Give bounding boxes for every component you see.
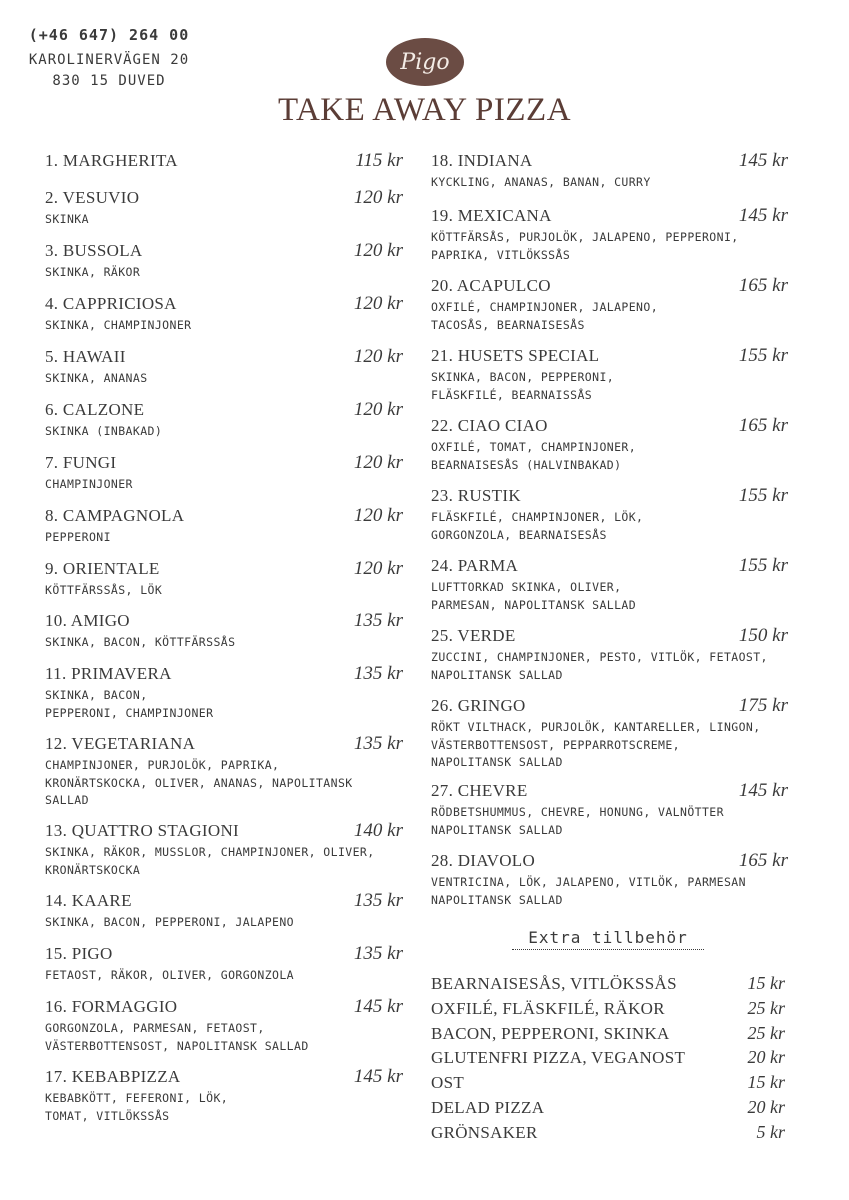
menu-item-header (431, 485, 788, 507)
menu-item-header (45, 150, 403, 172)
menu-item (431, 850, 788, 909)
ingredient-line: KÖTTFÄRSSÅS, LÖK (45, 583, 163, 597)
menu-item-ingredients (45, 844, 403, 879)
menu-item-price: 145 kr (738, 205, 788, 226)
menu-item-price: 165 kr (738, 275, 788, 296)
extras-title: Extra tillbehör (512, 928, 704, 950)
menu-item-name: 18. INDIANA (431, 151, 533, 170)
menu-item-price: 165 kr (738, 415, 788, 436)
ingredient-line: KÖTTFÄRSÅS, PURJOLÖK, JALAPENO, PEPPERONI, (431, 230, 739, 244)
menu-item (431, 415, 788, 474)
menu-item-header (45, 610, 403, 632)
menu-item-header (45, 187, 403, 209)
menu-item-price: 120 kr (353, 399, 403, 420)
ingredient-line: KRONÄRTSKOCKA (45, 862, 141, 877)
menu-item-name: 19. MEXICANA (431, 206, 552, 225)
menu-item-price: 135 kr (353, 610, 403, 631)
ingredient-line: OXFILÉ, CHAMPINJONER, JALAPENO, (431, 300, 659, 314)
menu-item-name: 13. QUATTRO STAGIONI (45, 821, 239, 840)
menu-item-header (45, 890, 403, 912)
menu-item-price: 165 kr (738, 850, 788, 871)
menu-item-name: 14. KAARE (45, 891, 132, 910)
extra-item-name: BEARNAISESÅS, VITLÖKSSÅS (431, 974, 677, 993)
ingredient-line: RÖDBETSHUMMUS, CHEVRE, HONUNG, VALNÖTTER (431, 805, 724, 819)
ingredient-line: SKINKA, BACON, (45, 688, 148, 702)
ingredient-line: SKINKA, RÄKOR, MUSSLOR, CHAMPINJONER, OLIVER, (45, 845, 375, 859)
menu-item-name: 7. FUNGI (45, 453, 117, 472)
ingredient-line: SALLAD (45, 793, 89, 807)
menu-item-name: 16. FORMAGGIO (45, 997, 178, 1016)
menu-item-header (431, 555, 788, 577)
ingredient-line: RÖKT VILTHACK, PURJOLÖK, KANTARELLER, LINGON, (431, 720, 761, 734)
pigo-logo: Pigo (386, 38, 464, 86)
ingredient-line: TACOSÅS, BEARNAISESÅS (431, 317, 585, 332)
menu-item-header (45, 1066, 403, 1088)
menu-item-ingredients (431, 719, 788, 772)
menu-item-header (45, 733, 403, 755)
menu-item-header (431, 345, 788, 367)
extra-item-price: 15 kr (747, 1072, 785, 1093)
ingredient-line: KEBABKÖTT, FEFERONI, LÖK, (45, 1091, 229, 1105)
city-address: 830 15 DUVED (52, 73, 166, 89)
menu-item-header (431, 695, 788, 717)
menu-item (45, 150, 403, 172)
ingredient-line: PARMESAN, NAPOLITANSK SALLAD (431, 597, 637, 612)
ingredient-line: NAPOLITANSK SALLAD (431, 892, 563, 907)
menu-item-ingredients (431, 804, 788, 839)
ingredient-line: SKINKA, ANANAS (45, 371, 148, 385)
menu-item (45, 996, 403, 1055)
menu-item-name: 8. CAMPAGNOLA (45, 506, 185, 525)
menu-item-name: 6. CALZONE (45, 400, 145, 419)
menu-item-price: 115 kr (355, 150, 403, 171)
phone-number[interactable]: (+46 647) 264 00 (28, 26, 190, 44)
menu-item-price: 135 kr (353, 663, 403, 684)
menu-item-name: 20. ACAPULCO (431, 276, 551, 295)
contact-block (18, 26, 200, 92)
menu-item (431, 695, 788, 772)
ingredient-line: SKINKA, BACON, KÖTTFÄRSSÅS (45, 635, 236, 649)
menu-item-name: 25. VERDE (431, 626, 516, 645)
menu-item-name: 3. BUSSOLA (45, 241, 143, 260)
ingredient-line: FETAOST, RÄKOR, OLIVER, GORGONZOLA (45, 968, 295, 982)
ingredient-line: GORGONZOLA, PARMESAN, FETAOST, (45, 1021, 265, 1035)
menu-item-header (45, 346, 403, 368)
extra-item-price: 20 kr (747, 1097, 785, 1117)
menu-item (431, 275, 788, 334)
ingredient-line: KRONÄRTSKOCKA, OLIVER, ANANAS, NAPOLITANSK (45, 775, 353, 790)
ingredient-line: NAPOLITANSK SALLAD (431, 667, 563, 682)
extra-item (431, 998, 785, 1019)
menu-item-name: 2. VESUVIO (45, 188, 140, 207)
menu-item (45, 505, 403, 547)
ingredient-line: FLÄSKFILÉ, CHAMPINJONER, LÖK, (431, 510, 644, 524)
menu-item-header (45, 240, 403, 262)
menu-item-ingredients (431, 229, 788, 264)
menu-item-name: 23. RUSTIK (431, 486, 521, 505)
menu-item (45, 452, 403, 494)
menu-item (45, 820, 403, 879)
menu-item-ingredients (431, 874, 788, 909)
ingredient-line: FLÄSKFILÉ, BEARNAISSÅS (431, 387, 593, 402)
menu-item-header (45, 996, 403, 1018)
menu-item (45, 1066, 403, 1125)
menu-item-price: 135 kr (353, 943, 403, 964)
menu-item-header (45, 820, 403, 842)
extra-item-name: BACON, PEPPERONI, SKINKA (431, 1023, 670, 1043)
ingredient-line: ZUCCINI, CHAMPINJONER, PESTO, VITLÖK, FETAOST, (431, 650, 768, 664)
menu-item-ingredients (45, 1090, 403, 1125)
ingredient-line: NAPOLITANSK SALLAD (431, 822, 563, 837)
menu-item-ingredients (45, 476, 403, 494)
extra-item-name: DELAD PIZZA (431, 1098, 545, 1117)
menu-item-ingredients (45, 529, 403, 547)
menu-item-ingredients (431, 299, 788, 334)
ingredient-line: NAPOLITANSK SALLAD (431, 755, 563, 769)
menu-item-name: 21. HUSETS SPECIAL (431, 346, 600, 365)
ingredient-line: SKINKA, CHAMPINJONER (45, 318, 192, 332)
menu-item-price: 120 kr (353, 452, 403, 473)
ingredient-line: BEARNAISESÅS (HALVINBAKAD) (431, 457, 622, 472)
menu-item-name: 12. VEGETARIANA (45, 734, 196, 753)
menu-item-name: 22. CIAO CIAO (431, 416, 548, 435)
menu-item-header (431, 780, 788, 802)
menu-item-price: 120 kr (353, 505, 403, 526)
ingredient-line: PEPPERONI, CHAMPINJONER (45, 705, 214, 720)
menu-item-name: 9. ORIENTALE (45, 559, 160, 578)
menu-item-ingredients (45, 914, 403, 932)
menu-item-header (431, 850, 788, 872)
menu-item-ingredients (45, 634, 403, 652)
menu-item (431, 625, 788, 684)
menu-item-header (45, 558, 403, 580)
menu-item-header (431, 275, 788, 297)
menu-item (45, 558, 403, 600)
menu-item (45, 943, 403, 985)
menu-item-header (45, 663, 403, 685)
menu-item-header (45, 452, 403, 474)
extra-item-price: 15 kr (747, 973, 785, 993)
ingredient-line: VENTRICINA, LÖK, JALAPENO, VITLÖK, PARMESAN (431, 875, 746, 889)
menu-item-ingredients (45, 264, 403, 282)
menu-item-ingredients (45, 317, 403, 335)
menu-item-price: 120 kr (353, 346, 403, 367)
extra-item (431, 1072, 785, 1093)
menu-item (431, 150, 788, 192)
menu-item (45, 890, 403, 932)
menu-item-header (431, 150, 788, 172)
menu-item-header (45, 943, 403, 965)
page-title: TAKE AWAY PIZZA (277, 92, 572, 128)
menu-item-ingredients (431, 649, 788, 684)
menu-item-price: 120 kr (353, 293, 403, 314)
menu-item-price: 155 kr (738, 345, 788, 366)
menu-item-ingredients (431, 509, 788, 544)
menu-item-name: 27. CHEVRE (431, 781, 528, 800)
menu-item (431, 345, 788, 404)
menu-item-header (431, 625, 788, 647)
ingredient-line: SKINKA, BACON, PEPPERONI, JALAPENO (45, 915, 295, 929)
menu-item (431, 205, 788, 264)
menu-item-header (45, 505, 403, 527)
ingredient-line: LUFTTORKAD SKINKA, OLIVER, (431, 580, 622, 594)
menu-item-price: 135 kr (353, 890, 403, 911)
menu-item-price: 145 kr (738, 150, 788, 171)
ingredient-line: SKINKA (INBAKAD) (45, 424, 163, 438)
menu-item-price: 140 kr (353, 820, 403, 841)
ingredient-line: KYCKLING, ANANAS, BANAN, CURRY (431, 175, 651, 189)
ingredient-line: GORGONZOLA, BEARNAISESÅS (431, 527, 607, 542)
menu-item-name: 15. PIGO (45, 944, 113, 963)
menu-item-price: 145 kr (738, 780, 788, 801)
ingredient-line: PEPPERONI (45, 530, 111, 544)
ingredient-line: SKINKA, BACON, PEPPERONI, (431, 370, 615, 384)
extra-item (431, 1023, 785, 1044)
menu-item-price: 155 kr (738, 485, 788, 506)
menu-item-ingredients (45, 582, 403, 600)
menu-item (45, 399, 403, 441)
menu-item-price: 145 kr (353, 996, 403, 1017)
menu-item (45, 610, 403, 652)
menu-item (431, 780, 788, 839)
menu-item (431, 555, 788, 614)
menu-item-price: 120 kr (353, 558, 403, 579)
menu-item-name: 17. KEBABPIZZA (45, 1067, 181, 1086)
extra-item-name: OXFILÉ, FLÄSKFILÉ, RÄKOR (431, 998, 665, 1018)
menu-item-ingredients (45, 370, 403, 388)
menu-item-price: 135 kr (353, 733, 403, 754)
menu-item-name: 24. PARMA (431, 556, 519, 575)
menu-item-price: 145 kr (353, 1066, 403, 1087)
menu-item-name: 26. GRINGO (431, 696, 526, 715)
menu-item-price: 175 kr (738, 695, 788, 716)
extra-item-price: 5 kr (756, 1121, 785, 1142)
ingredient-line: TOMAT, VITLÖKSSÅS (45, 1108, 170, 1123)
menu-item (45, 293, 403, 335)
extra-item-name: OST (431, 1073, 465, 1093)
ingredient-line: VÄSTERBOTTENSOST, NAPOLITANSK SALLAD (45, 1038, 309, 1053)
menu-item (45, 346, 403, 388)
menu-item-ingredients (431, 369, 788, 404)
menu-item-name: 5. HAWAII (45, 347, 126, 366)
ingredient-line: CHAMPINJONER, PURJOLÖK, PAPRIKA, (45, 758, 280, 772)
menu-item-price: 155 kr (738, 555, 788, 576)
menu-item-name: 10. AMIGO (45, 611, 130, 630)
menu-item-price: 120 kr (353, 240, 403, 261)
extra-item-price: 25 kr (747, 1022, 785, 1043)
extra-item (431, 1122, 785, 1143)
menu-item-name: 1. MARGHERITA (45, 151, 178, 170)
extra-item-name: GRÖNSAKER (431, 1122, 538, 1142)
ingredient-line: PAPRIKA, VITLÖKSSÅS (431, 247, 571, 262)
menu-item (431, 485, 788, 544)
menu-item-header (45, 293, 403, 315)
menu-item-ingredients (431, 579, 788, 614)
ingredient-line: CHAMPINJONER (45, 477, 133, 491)
menu-item (45, 733, 403, 810)
menu-item-ingredients (45, 687, 403, 722)
menu-item-name: 4. CAPPRICIOSA (45, 294, 177, 313)
ingredient-line: SKINKA (45, 212, 89, 226)
extra-item (431, 973, 785, 994)
menu-item-price: 120 kr (353, 187, 403, 208)
menu-item-header (431, 205, 788, 227)
menu-item-ingredients (45, 423, 403, 441)
menu-item (45, 240, 403, 282)
extra-item-name: GLUTENFRI PIZZA, VEGANOST (431, 1048, 686, 1068)
extra-item-price: 25 kr (747, 997, 785, 1018)
ingredient-line: SKINKA, RÄKOR (45, 265, 141, 279)
menu-item (45, 187, 403, 229)
menu-item-ingredients (45, 211, 403, 229)
street-address: KAROLINERVÄGEN 20 (28, 52, 190, 68)
ingredient-line: OXFILÉ, TOMAT, CHAMPINJONER, (431, 440, 637, 454)
menu-item-header (45, 399, 403, 421)
menu-item-ingredients (45, 967, 403, 985)
menu-item-header (431, 415, 788, 437)
menu-item-name: 11. PRIMAVERA (45, 664, 172, 683)
menu-item-ingredients (45, 1020, 403, 1055)
menu-item-ingredients (431, 439, 788, 474)
extra-item (431, 1047, 785, 1068)
extra-item (431, 1097, 785, 1118)
menu-item-name: 28. DIAVOLO (431, 851, 536, 870)
menu-item-ingredients (45, 757, 403, 810)
extra-item-price: 20 kr (747, 1047, 785, 1068)
menu-item-price: 150 kr (738, 625, 788, 646)
menu-item (45, 663, 403, 722)
ingredient-line: VÄSTERBOTTENSOST, PEPPARROTSCREME, (431, 737, 681, 752)
menu-item-ingredients (431, 174, 788, 192)
